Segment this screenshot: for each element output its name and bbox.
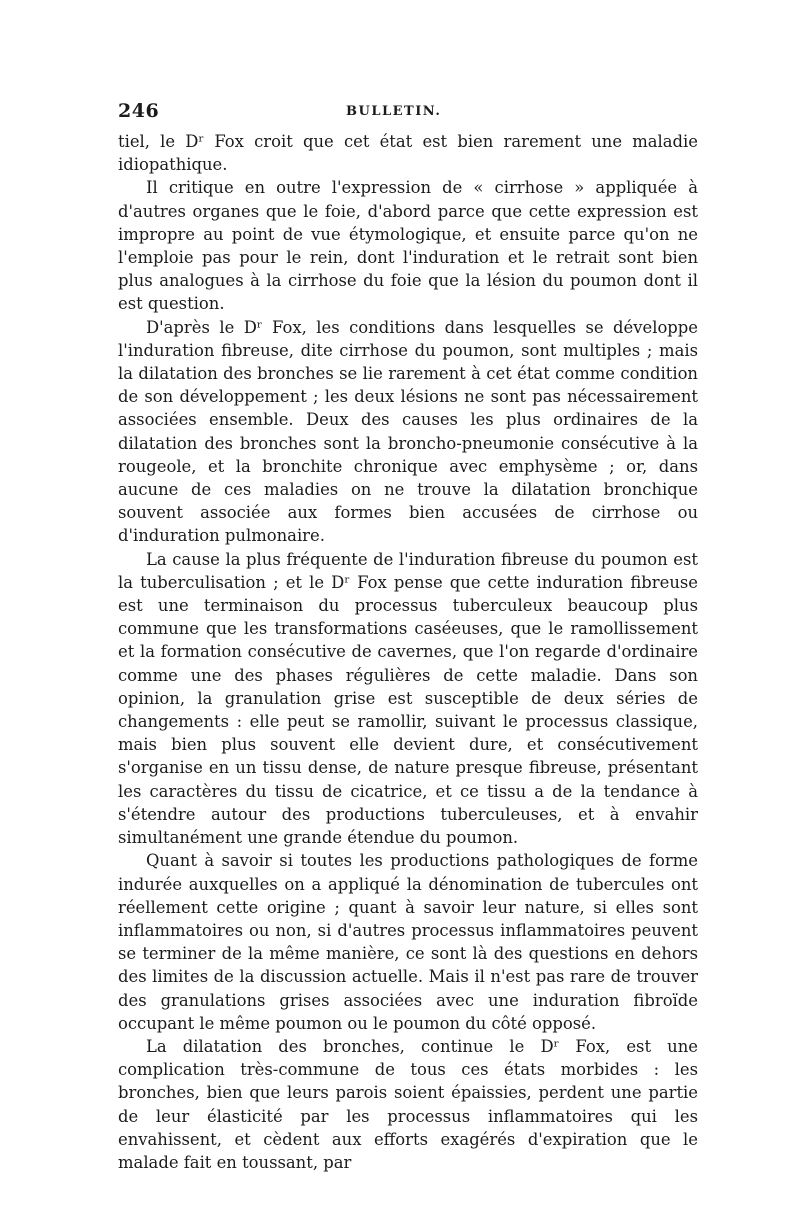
body-text [118, 130, 698, 1174]
page-header [118, 100, 698, 124]
page-number: 246 [118, 100, 160, 122]
paragraph: Il critique en outre l'expression de « cirrhose » appliquée à d'autres organes que le foie, d'abord parce que cette expression est impropre au point de vue étymologique, et ensuite parce qu'on ne l'emploie pas pour le rein, dont l'induration et le retrait sont bien plus analogues à la cirrhose du foie que la lésion du poumon dont il est question. [118, 178, 698, 314]
paragraph: La cause la plus fréquente de l'induration fibreuse du poumon est la tuberculisation ; et le Dʳ Fox pense que cette induration fibreuse est une terminaison du processus tuberculeux beaucoup plus commune que les transformations caséeuses, que le ramollissement et la formation consécutive de cavernes, que l'on regarde d'ordinaire comme une des phases régulières de cette maladie. Dans son opinion, la granulation grise est susceptible de deux séries de changements : elle peut se ramollir, suivant le processus classique, mais bien plus souvent elle devient dure, et consécutivement s'organise en un tissu dense, de nature presque fibreuse, présentant les caractères du tissu de cicatrice, et ce tissu a de la tendance à s'étendre autour des productions tuberculeuses, et à envahir simultanément une grande étendue du poumon. [118, 549, 698, 848]
running-title: BULLETIN. [346, 104, 442, 119]
paragraph: D'après le Dʳ Fox, les conditions dans lesquelles se développe l'induration fibreuse, dite cirrhose du poumon, sont multiples ; mais la dilatation des bronches se lie rarement à cet état comme condition de son développement ; les deux lésions ne sont pas nécessairement associées ensemble. Deux des causes les plus ordinaires de la dilatation des bronches sont la broncho-pneumonie consécutive à la rougeole, et la bronchite chronique avec emphysème ; or, dans aucune de ces maladies on ne trouve la dilatation bronchique souvent associée aux formes bien accusées de cirrhose ou d'induration pulmonaire. [118, 317, 698, 546]
paragraph: La dilatation des bronches, continue le Dʳ Fox, est une complication très-commune de tous ces états morbides : les bronches, bien que leurs parois soient épaissies, perdent une partie de leur élasticité par les processus inflammatoires qui les envahissent, et cèdent aux efforts exagérés d'expiration que le malade fait en toussant, par [118, 1036, 698, 1172]
paragraph: tiel, le Dʳ Fox croit que cet état est bien rarement une maladie idiopathique. [118, 132, 698, 175]
paragraph: Quant à savoir si toutes les productions pathologiques de forme indurée auxquelles on a appliqué la dénomination de tubercules ont réellement cette origine ; quant à savoir leur nature, si elles sont inflammatoires ou non, si d'autres processus inflammatoires peuvent se terminer de la même manière, ce sont là des questions en dehors des limites de la discussion actuelle. Mais il n'est pas rare de trouver des granulations grises associées avec une induration fibroïde occupant le même poumon ou le poumon du côté opposé. [118, 851, 698, 1033]
